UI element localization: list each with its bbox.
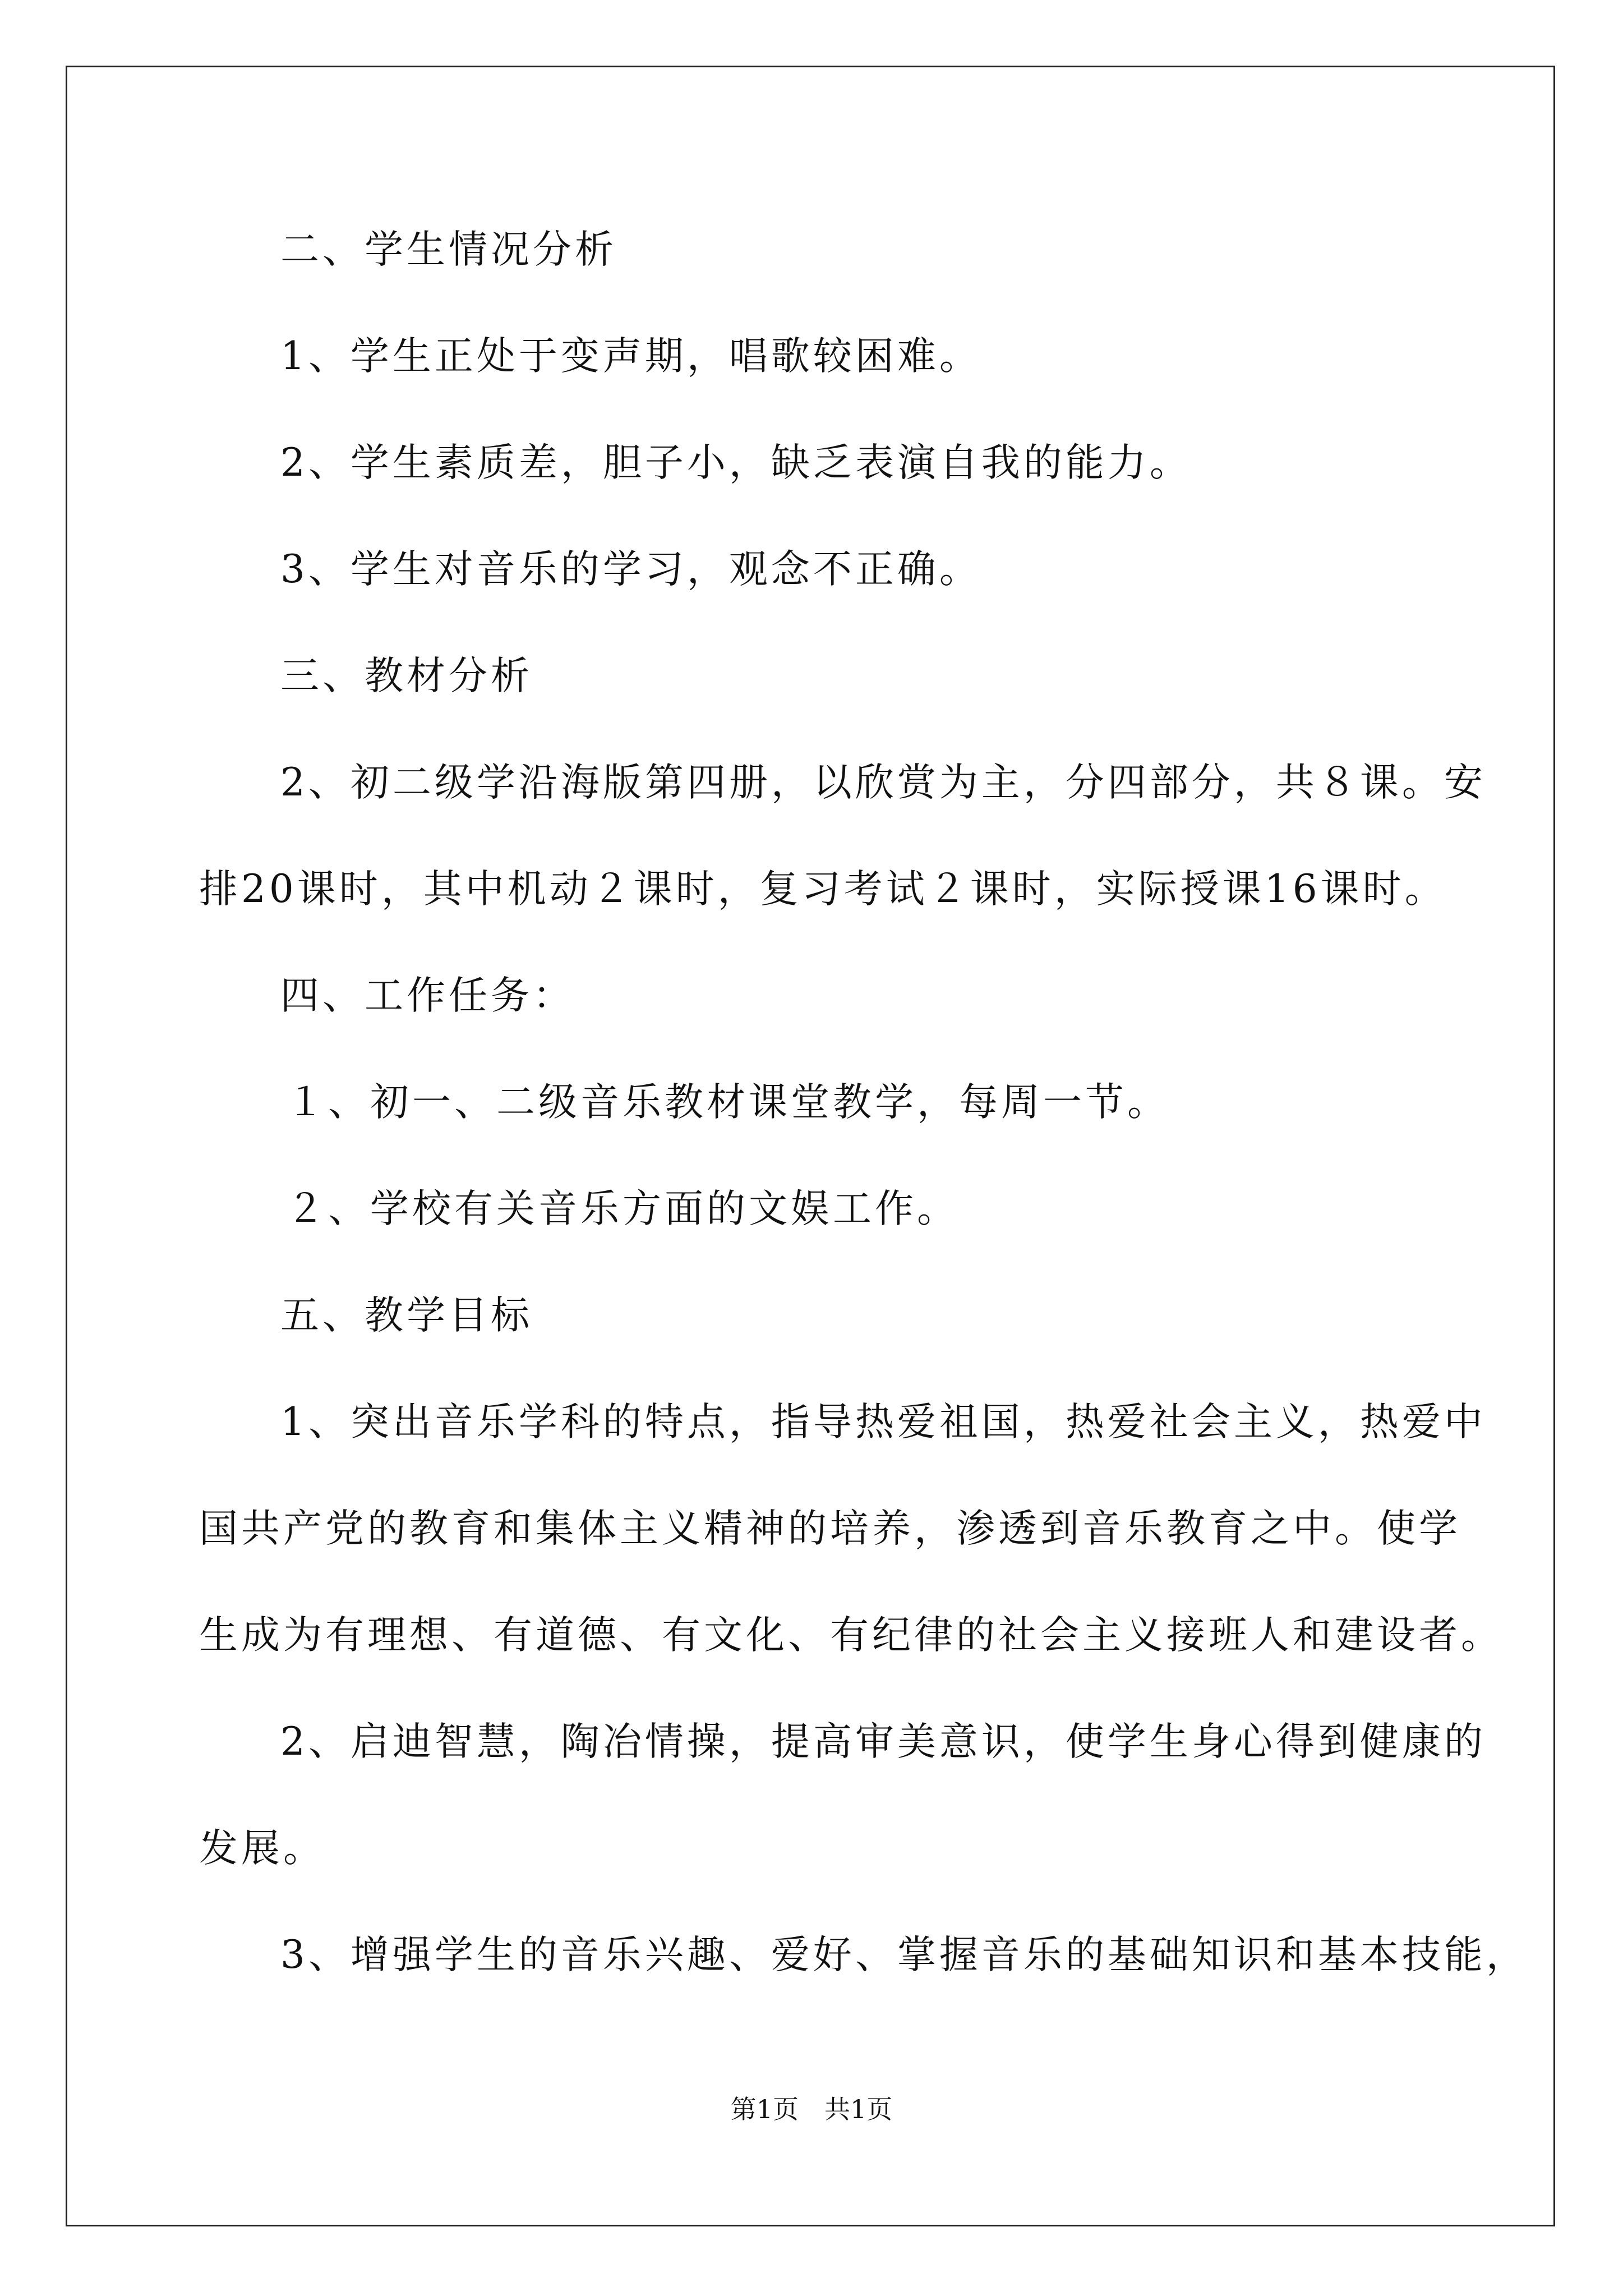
paragraph-line-continued: 国共产党的教育和集体主义精神的培养，渗透到音乐教育之中。使学 <box>199 1506 1461 1551</box>
page-border <box>66 66 1555 2226</box>
paragraph-line: 3、增强学生的音乐兴趣、爱好、掌握音乐的基础知识和基本技能， <box>280 1932 1528 1977</box>
paragraph-line: 2、初二级学沿海版第四册，以欣赏为主，分四部分，共８课。安 <box>280 760 1486 805</box>
paragraph-line-continued: 发展。 <box>199 1826 325 1871</box>
page-footer <box>0 2092 1623 2126</box>
paragraph-line-continued: 生成为有理想、有道德、有文化、有纪律的社会主义接班人和建设者。 <box>199 1613 1503 1658</box>
page-number: 第1页 <box>730 2094 799 2124</box>
section-heading-student-analysis: 二、学生情况分析 <box>280 227 617 272</box>
page-total: 共1页 <box>824 2094 893 2124</box>
paragraph-line: １、初一、二级音乐教材课堂教学，每周一节。 <box>286 1080 1169 1125</box>
paragraph-line: ２、学校有关音乐方面的文娱工作。 <box>286 1186 959 1231</box>
paragraph-line: 2、启迪智慧，陶冶情操，提高审美意识，使学生身心得到健康的 <box>280 1719 1486 1764</box>
paragraph-line: 3、学生对音乐的学习，观念不正确。 <box>280 547 981 592</box>
section-heading-teaching-goals: 五、教学目标 <box>280 1293 533 1338</box>
paragraph-line: 1、突出音乐学科的特点，指导热爱祖国，热爱社会主义，热爱中 <box>280 1400 1486 1444</box>
paragraph-line-continued: 排20课时，其中机动２课时，复习考试２课时，实际授课16课时。 <box>199 867 1447 912</box>
paragraph-line: 1、学生正处于变声期，唱歌较困难。 <box>280 334 981 379</box>
section-heading-textbook-analysis: 三、教材分析 <box>280 654 533 698</box>
paragraph-line: 2、学生素质差，胆子小，缺乏表演自我的能力。 <box>280 440 1192 485</box>
section-heading-work-tasks: 四、工作任务： <box>280 973 575 1018</box>
